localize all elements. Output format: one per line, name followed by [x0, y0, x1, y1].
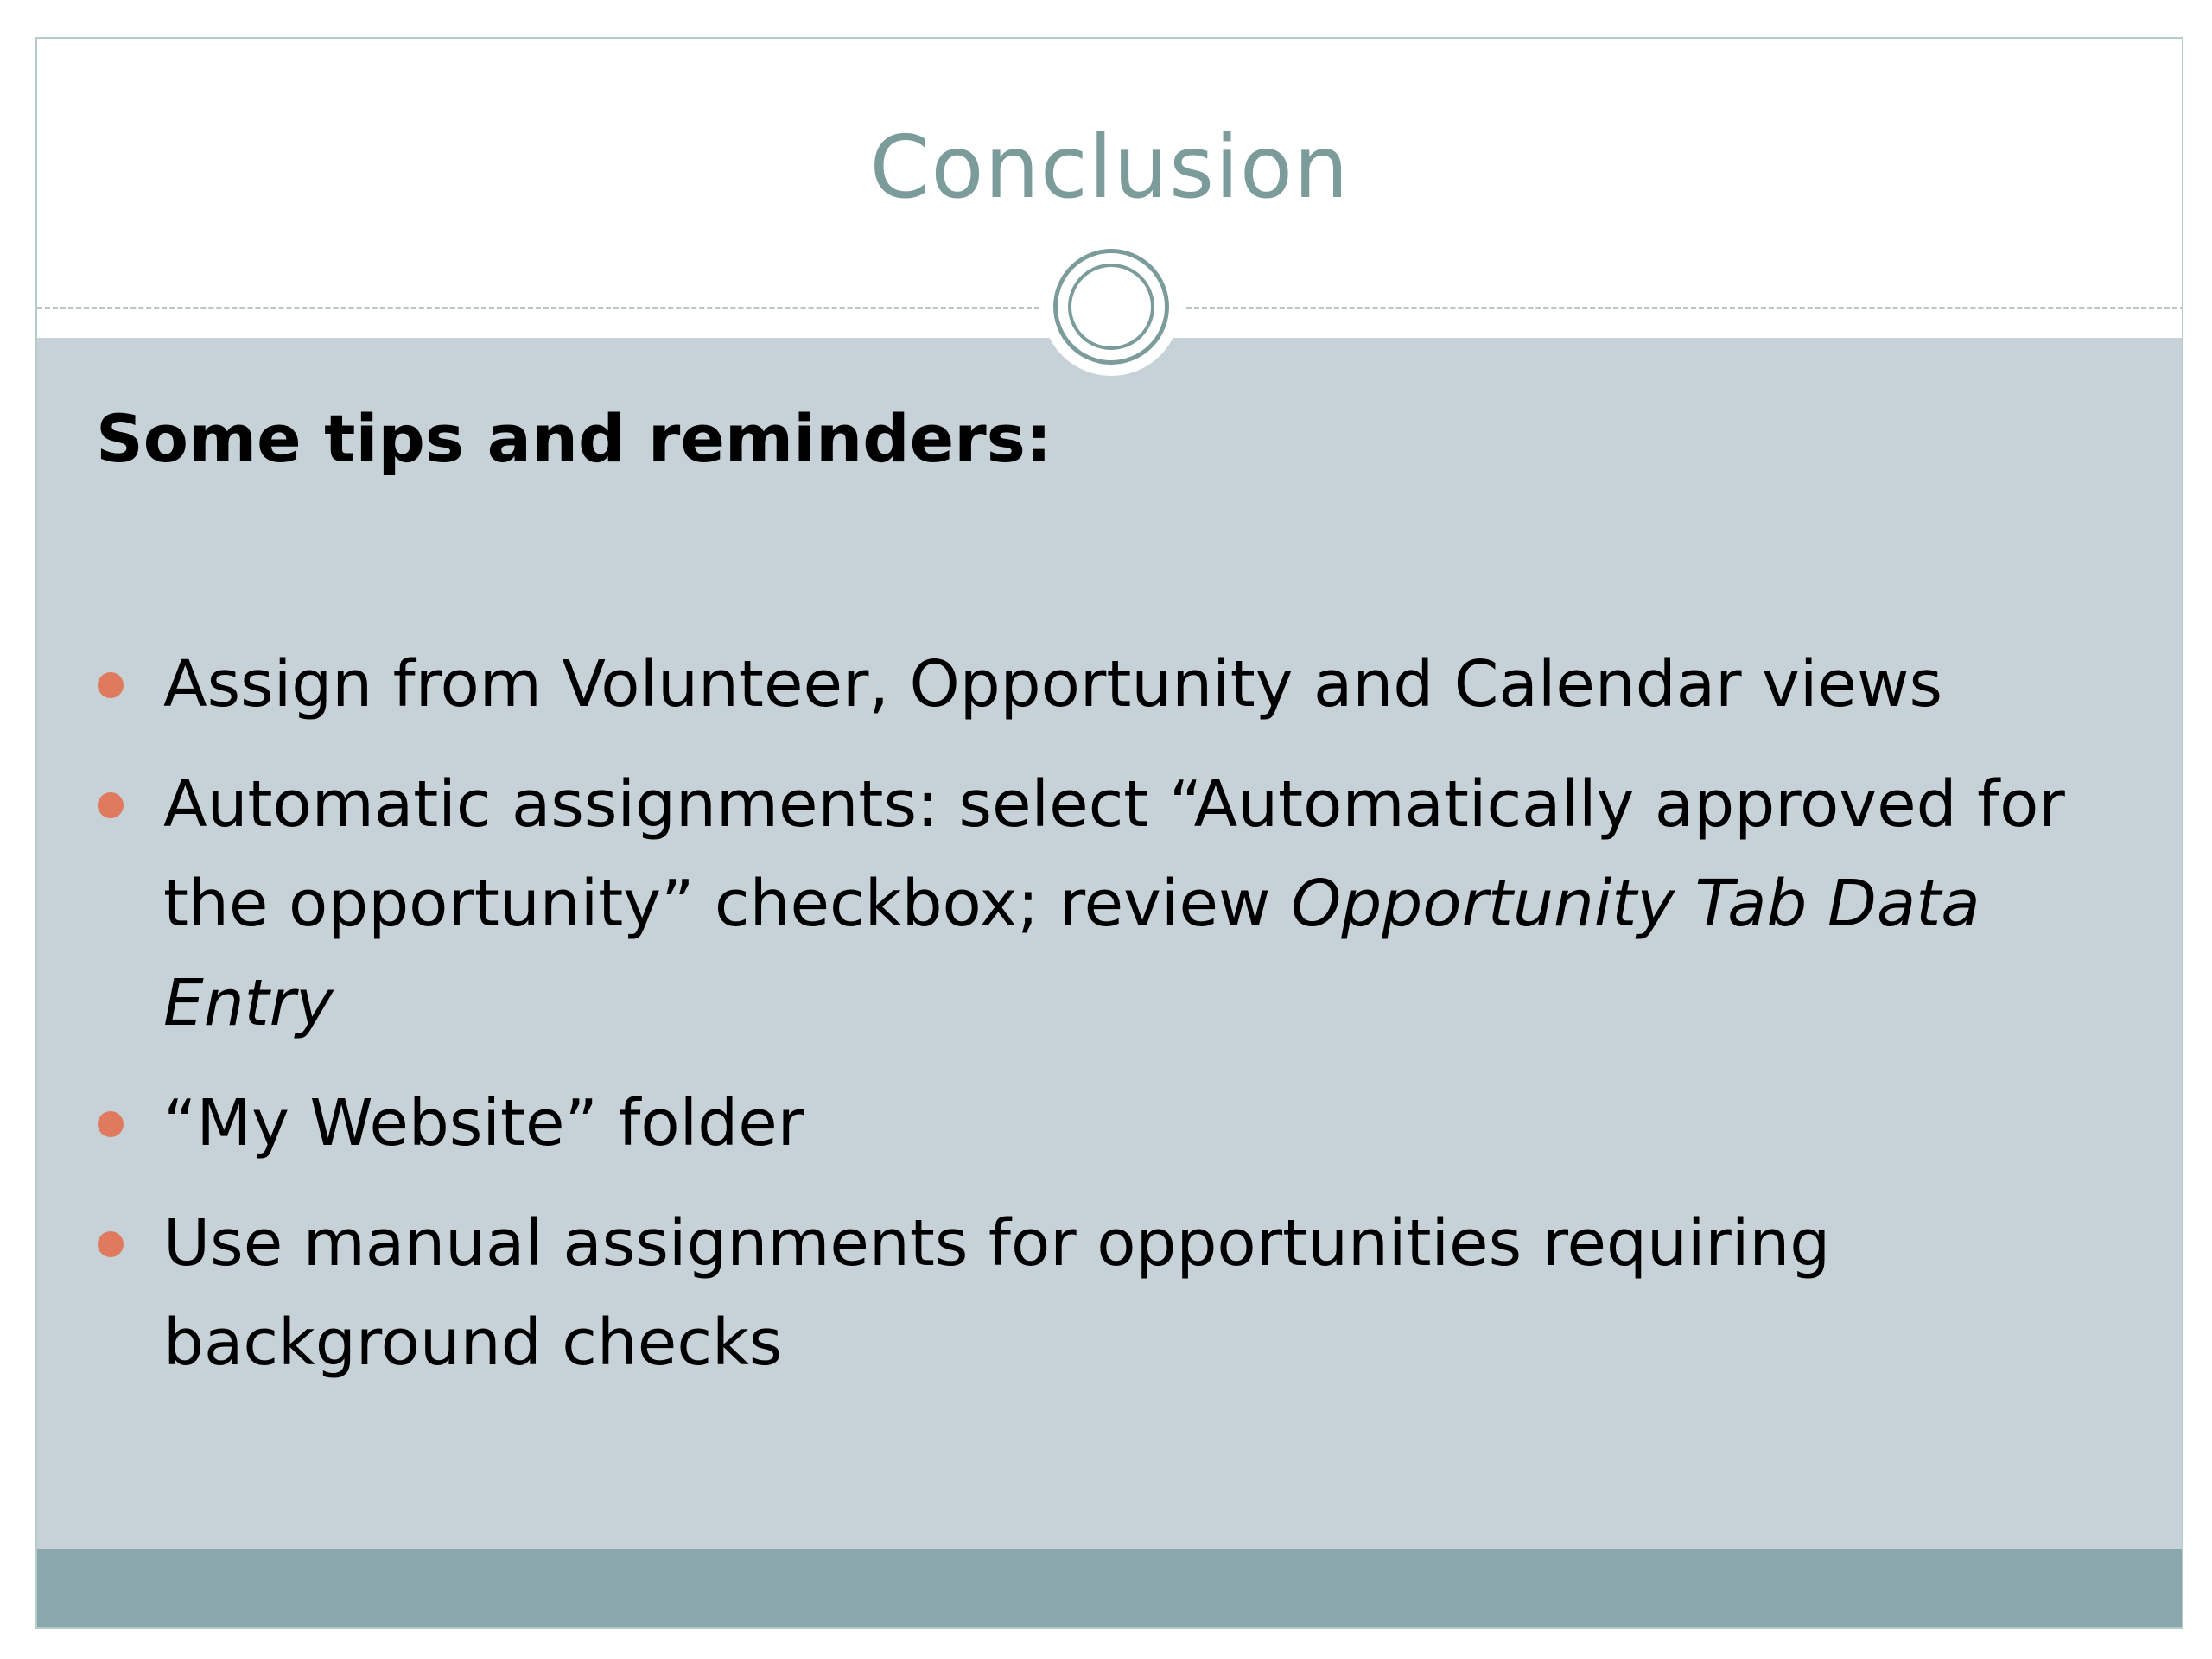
bullet-item	[98, 635, 2102, 734]
bullet-text: “My Website” folder	[163, 1086, 804, 1160]
divider-right	[1186, 307, 2183, 309]
bullet-marker-icon	[98, 1111, 124, 1137]
bullet-marker-icon	[98, 672, 124, 698]
bullet-item	[98, 1194, 2102, 1393]
bullet-italic-text: Opportunity Tab Data Entry	[163, 867, 1980, 1040]
bullet-item	[98, 1074, 2102, 1173]
bullet-marker-icon	[98, 1231, 124, 1257]
bullet-text: Assign from Volunteer, Opportunity and Calendar views	[163, 647, 1943, 721]
circle-ornament-inner-ring	[1068, 264, 1154, 350]
bullet-marker-icon	[98, 792, 124, 818]
footer-bar	[37, 1549, 2182, 1629]
subheading: Some tips and reminders:	[96, 400, 1052, 477]
bullet-list	[98, 635, 2102, 1414]
bullet-text: Use manual assignments for opportunities requiring background checks	[163, 1206, 1831, 1380]
slide-title: Conclusion	[869, 117, 1350, 218]
divider-left	[37, 307, 1039, 309]
bullet-item	[98, 755, 2102, 1053]
slide	[35, 37, 2183, 1629]
circle-ornament-icon	[1053, 249, 1169, 365]
bullet-text: Automatic assignments: select “Automatically approved for the opportunity” checkbox; review	[163, 767, 2065, 941]
